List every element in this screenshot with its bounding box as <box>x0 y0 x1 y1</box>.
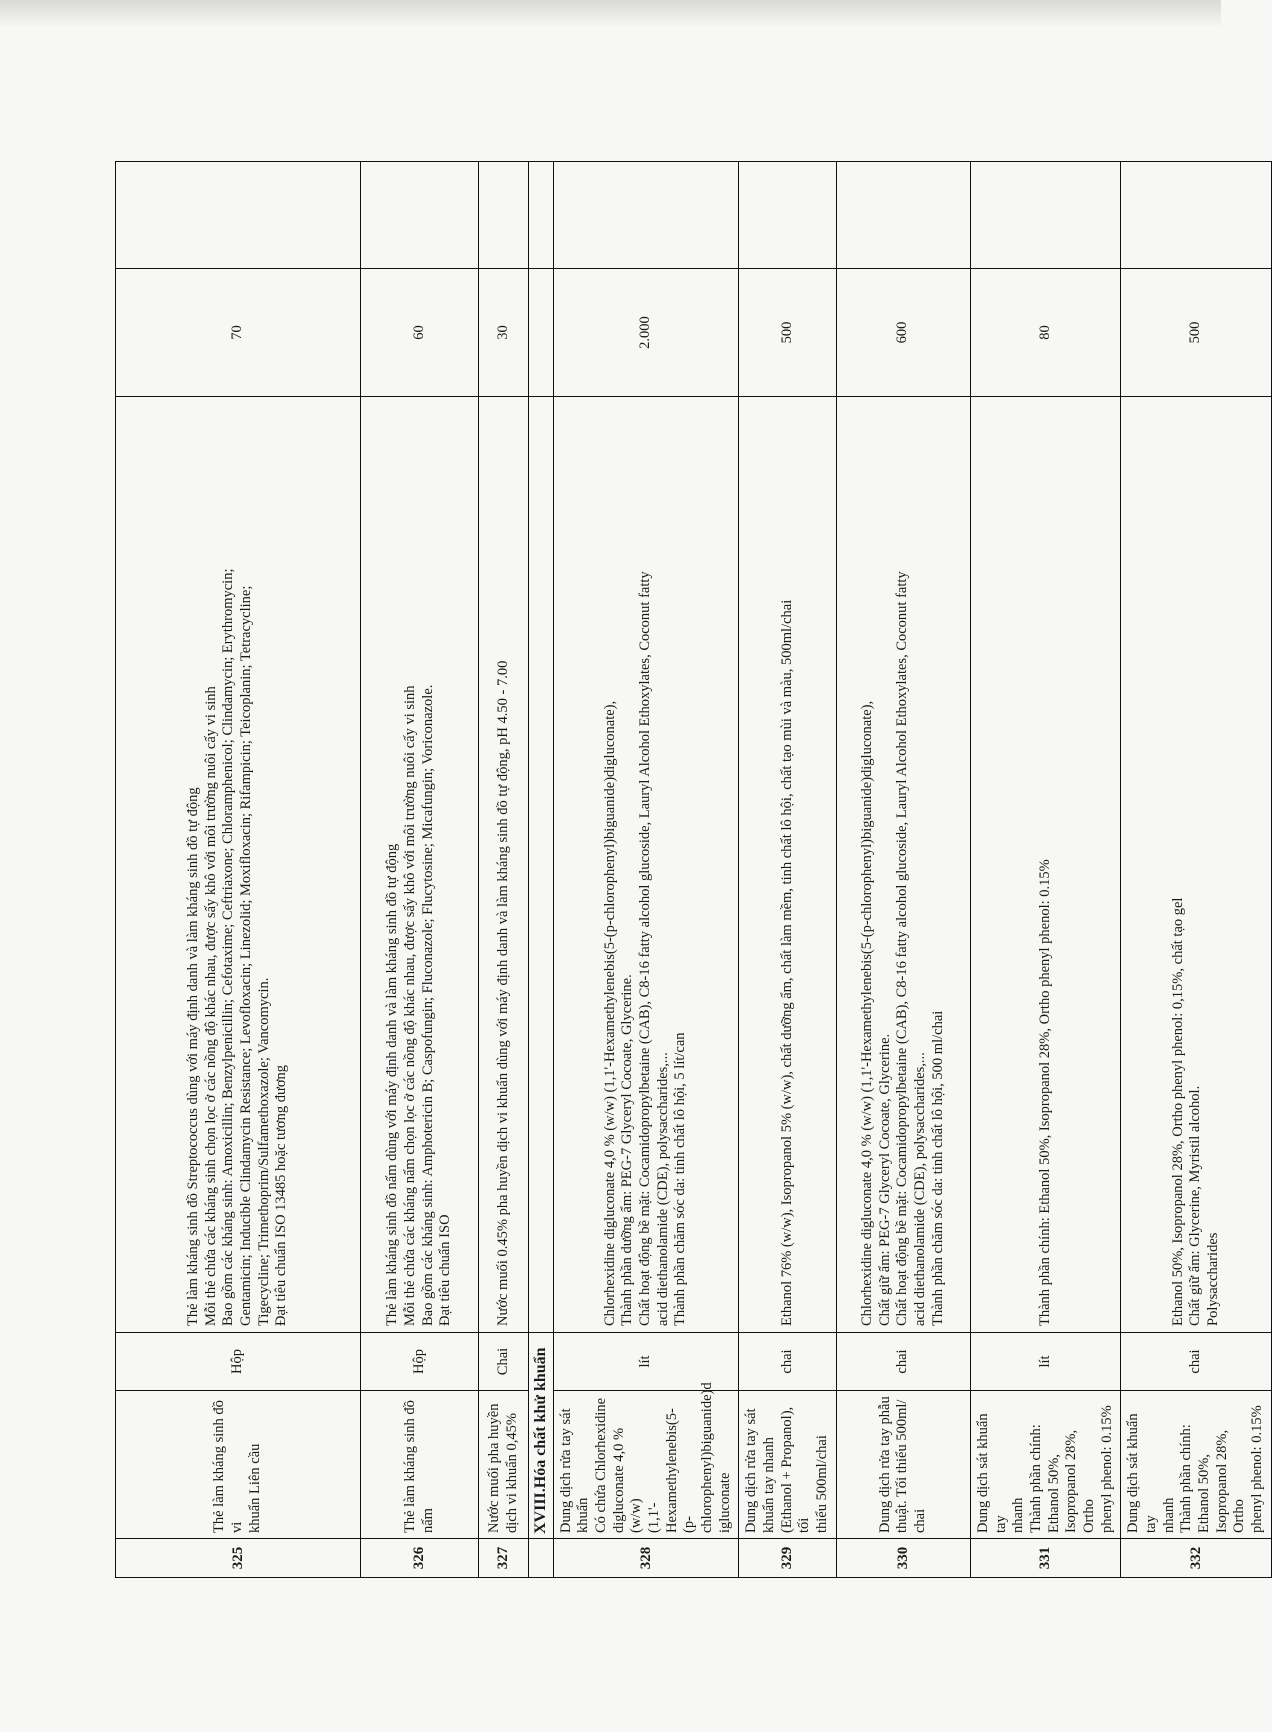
item-quantity: 2.000 <box>553 269 739 397</box>
empty-cell <box>116 162 361 269</box>
item-name-line: thiểu 500ml/chai <box>814 1435 831 1533</box>
item-name-line: Nước muối pha huyền <box>485 1403 502 1533</box>
item-name-line: nhanh <box>1160 1497 1177 1533</box>
table-row <box>361 162 479 1578</box>
item-name-line: khuẩn <box>575 1497 592 1533</box>
empty-cell <box>1121 162 1272 269</box>
spec-line: Thành phần chăm sóc da: tinh chất lô hội, 5 lít/can <box>672 1032 689 1326</box>
item-name-line: Dung dịch sát khuẩn tay <box>1125 1413 1160 1533</box>
item-name-line: nhanh <box>1010 1497 1027 1533</box>
spec-line: Chlorhexidine digluconate 4,0 % (w/w) (1,1'-Hexamethylenebis(5-(p-chlorophenyl)biguanide)digluconate), <box>601 700 618 1326</box>
item-name-line: Thành phần chính: <box>1027 1424 1044 1533</box>
spec-line: Chất giữ ẩm: PEG-7 Glyceryl Cocoate, Glycerine. <box>876 1033 893 1326</box>
spec-line: Đạt tiêu chuẩn ISO 13485 hoặc tương đương <box>273 1065 290 1326</box>
item-unit: lít <box>970 1333 1121 1391</box>
item-specification <box>116 397 361 1333</box>
item-name-line: Ethanol 50%, <box>1045 1454 1062 1533</box>
table-row <box>836 162 970 1578</box>
spec-line: Đạt tiêu chuẩn ISO <box>437 1214 454 1326</box>
item-number: 326 <box>361 1539 479 1578</box>
spec-line: Thành phần chăm sóc da: tinh chất lô hội, 500 ml/chai <box>929 1010 946 1326</box>
rotated-page <box>115 162 1266 1578</box>
item-quantity: 70 <box>116 269 361 397</box>
spec-line: Ethanol 76% (w/w), Isopropanol 5% (w/w), chất dưỡng ẩm, chất làm mềm, tinh chất lô hội, chất tạo mùi và màu, 500ml/chai <box>778 599 795 1326</box>
table-row <box>1121 162 1272 1578</box>
section-title: XVIII.Hóa chất khử khuẩn <box>529 1333 554 1539</box>
spec-line: Ethanol 50%, Isopropanol 28%, Ortho phenyl phenol: 0,15%, chất tạo gel <box>1169 897 1186 1326</box>
spec-line: Chất hoạt động bề mặt: Cocamidopropylbetaine (CAB), C8-16 fatty alcohol glucoside, Lauryl Alcohol Ethoxylates, Coconut fatty <box>637 571 654 1326</box>
item-quantity: 30 <box>479 269 529 397</box>
item-name <box>970 1391 1121 1539</box>
empty-cell <box>553 162 739 269</box>
table-row <box>479 162 529 1578</box>
item-name-line: Dung dịch rửa tay sát <box>743 1408 760 1533</box>
item-name <box>836 1391 970 1539</box>
spec-line: Bao gồm các kháng sinh: Amoxicillin; Benzylpenicillin; Cefotaxime; Ceftriaxone; Chloramphenicol; Clindamycin; Erythromycin; <box>220 568 237 1326</box>
item-unit: lít <box>553 1333 739 1391</box>
item-quantity: 600 <box>836 269 970 397</box>
item-name <box>361 1391 479 1539</box>
item-name-line: chai <box>912 1508 929 1533</box>
spec-line: Chất hoạt động bề mặt: Cocamidopropylbetaine (CAB), C8-16 fatty alcohol glucoside, Lauryl Alcohol Ethoxylates, Coconut fatty <box>894 571 911 1326</box>
empty-cell <box>361 162 479 269</box>
item-name-line: dịch vi khuẩn 0,45% <box>503 1412 520 1533</box>
item-specification <box>361 397 479 1333</box>
spec-line: Gentamicin; Inducible Clindamycin Resistance; Levofloxacin; Linezolid; Moxifloxacin; Rifampicin; Teicoplanin; Tetracycline; <box>238 585 254 1326</box>
item-name-line: chlorophenyl)biguanide)d <box>699 1382 716 1533</box>
item-name-line: khuẩn tay nhanh <box>761 1437 778 1533</box>
item-name-line: phenyl phenol: 0.15% <box>1249 1405 1266 1533</box>
item-name-line: phenyl phenol: 0.15% <box>1098 1405 1115 1533</box>
item-specification <box>836 397 970 1333</box>
table-row <box>739 162 836 1578</box>
spec-line: Mỗi thẻ chứa các kháng nấm chọn lọc ở các nồng độ khác nhau, được sấy khô với môi trường nuôi cấy vi sinh <box>401 685 418 1326</box>
item-number: 329 <box>739 1539 836 1578</box>
spec-line: Thẻ làm kháng sinh đồ nấm dùng với máy định danh và làm kháng sinh đồ tự động <box>384 843 401 1326</box>
item-name-line: (1,1'- <box>645 1502 662 1533</box>
item-specification <box>1121 397 1272 1333</box>
empty-cell <box>970 162 1121 269</box>
item-unit: Hộp <box>361 1333 479 1391</box>
item-number: 327 <box>479 1539 529 1578</box>
item-name <box>1121 1391 1272 1539</box>
item-name-line: Thẻ làm kháng sinh đồ vi <box>211 1400 246 1533</box>
item-name-line: igluconate <box>716 1472 733 1533</box>
spec-line: Chlorhexidine digluconate 4,0 % (w/w) (1,1'-Hexamethylenebis(5-(p-chlorophenyl)biguanide)digluconate), <box>859 700 876 1326</box>
item-name-line: nấm <box>419 1508 436 1533</box>
item-specification <box>479 397 529 1333</box>
spec-line: Thành phần dưỡng ẩm: PEG-7 Glyceryl Cocoate, Glycerine. <box>619 974 636 1326</box>
spec-line: Thẻ làm kháng sinh đồ Streptococcus dùng với máy định danh và làm kháng sinh đồ tự động <box>184 787 201 1326</box>
item-unit: chai <box>836 1333 970 1391</box>
spec-line: Tigecycline; Trimethoprim/Sulfamethoxazole; Vancomycin. <box>255 977 272 1326</box>
item-name <box>479 1391 529 1539</box>
empty-cell <box>479 162 529 269</box>
item-name <box>116 1391 361 1539</box>
spec-line: Bao gồm các kháng sinh: Amphotericin B; Caspofungin; Fluconazole; Flucytosine; Micafungin; Voriconazole. <box>419 684 436 1326</box>
item-unit: Chai <box>479 1333 529 1391</box>
spec-line: Polysaccharides <box>1204 1232 1221 1326</box>
item-unit: Hộp <box>116 1333 361 1391</box>
scan-edge <box>0 0 1221 28</box>
spec-line: acid diethanolamide (CDE), polysaccharides,... <box>654 1052 671 1326</box>
item-name-line: khuẩn Liên cầu <box>246 1443 263 1533</box>
spec-line: Nước muối 0.45% pha huyền dịch vi khuẩn dùng với máy định danh và làm kháng sinh đồ tự động, pH 4.50 - 7.00 <box>494 660 511 1326</box>
item-name-line: Thẻ làm kháng sinh đồ <box>401 1400 418 1533</box>
item-name-line: Có chứa Chlorhexidine <box>592 1397 609 1533</box>
item-name-line: thuật. Tối thiểu 500ml/ <box>894 1399 911 1533</box>
item-quantity: 500 <box>1121 269 1272 397</box>
item-name <box>739 1391 836 1539</box>
empty-cell <box>836 162 970 269</box>
item-quantity: 500 <box>739 269 836 397</box>
item-number: 330 <box>836 1539 970 1578</box>
spec-line: Mỗi thẻ chứa các kháng sinh chọn lọc ở các nồng độ khác nhau, được sấy khô với môi trường nuôi cấy vi sinh <box>202 686 219 1326</box>
item-specification <box>970 397 1121 1333</box>
item-name-line: Thành phần chính: <box>1178 1424 1195 1533</box>
table-row <box>116 162 361 1578</box>
item-unit: chai <box>1121 1333 1272 1391</box>
spec-line: Thành phần chính: Ethanol 50%, Isopropanol 28%, Ortho phenyl phenol: 0.15% <box>1036 859 1053 1326</box>
section-row <box>529 162 554 1578</box>
table-row <box>970 162 1121 1578</box>
item-name-line: Hexamethylenebis(5-(p- <box>663 1408 698 1533</box>
item-name-line: digluconate 4,0 % (w/w) <box>610 1427 645 1533</box>
item-unit: chai <box>739 1333 836 1391</box>
item-name <box>553 1382 739 1539</box>
item-quantity: 80 <box>970 269 1121 397</box>
item-name-line: Isopropanol 28%, Ortho <box>1063 1429 1097 1533</box>
spec-line: Chất giữ ẩm: Glycerine, Myristil alcohol. <box>1187 1085 1204 1326</box>
item-name-line: Dung dịch sát khuẩn tay <box>974 1413 1009 1533</box>
item-specification <box>553 397 739 1333</box>
item-number: 325 <box>116 1539 361 1578</box>
item-name-line: Dung dịch rửa tay phẫu <box>876 1396 893 1533</box>
spec-line: acid diethanolamide (CDE), polysaccharides,... <box>912 1052 929 1326</box>
item-quantity: 60 <box>361 269 479 397</box>
item-name-line: (Ethanol + Propanol), tối <box>778 1406 813 1533</box>
item-name-line: Ethanol 50%, <box>1196 1454 1213 1533</box>
item-name-line: Isopropanol 28%, Ortho <box>1213 1429 1248 1533</box>
item-number: 328 <box>553 1539 739 1578</box>
item-specification <box>739 397 836 1333</box>
item-number: 332 <box>1121 1539 1272 1578</box>
empty-cell <box>739 162 836 269</box>
item-number: 331 <box>970 1539 1121 1578</box>
table-row <box>553 162 739 1578</box>
item-name-line: Dung dịch rửa tay sát <box>557 1408 574 1533</box>
supply-table <box>115 161 1272 1578</box>
